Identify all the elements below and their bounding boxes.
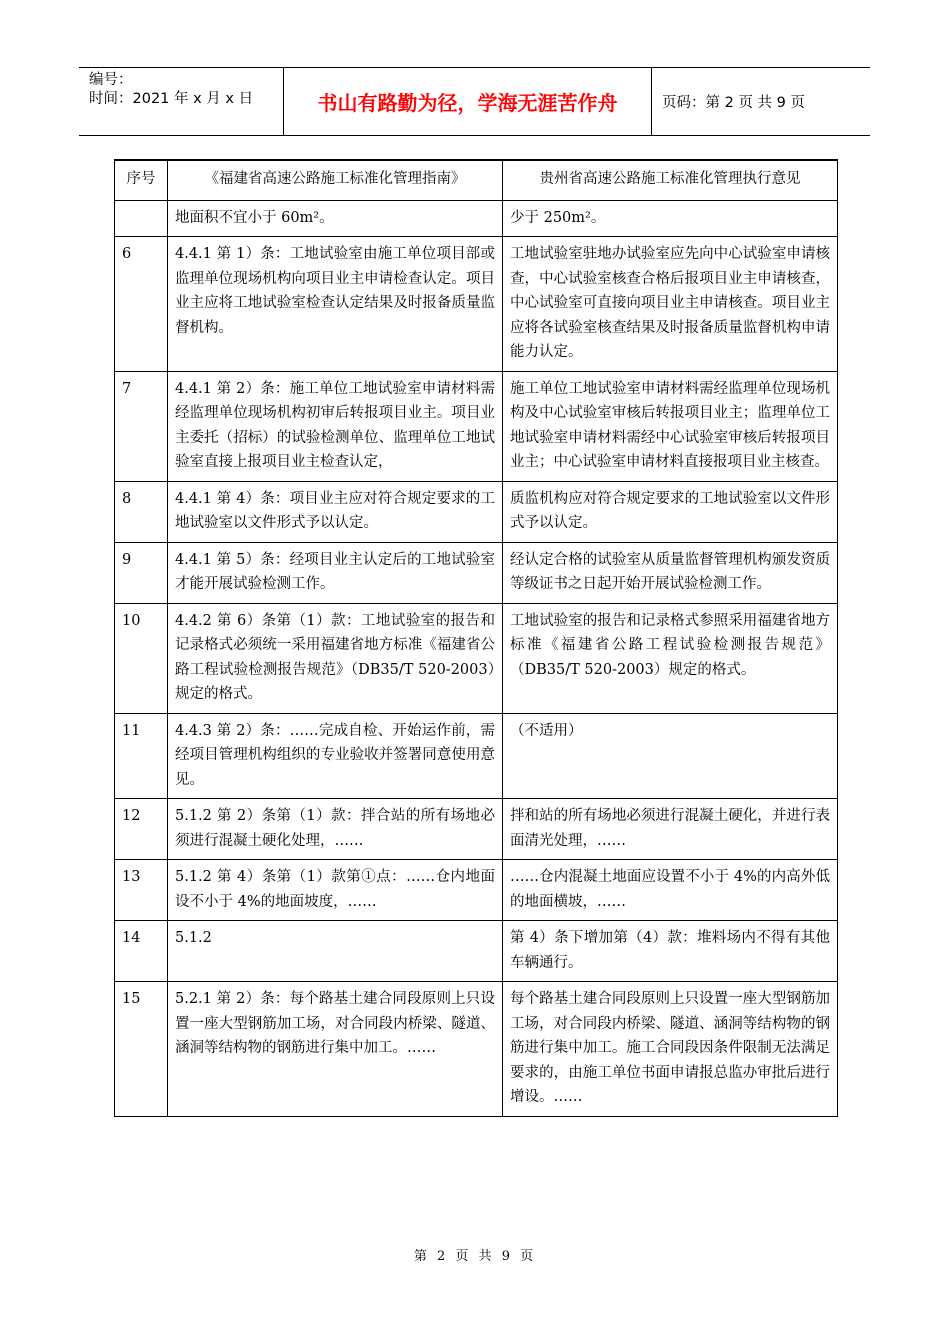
table-row bbox=[115, 603, 838, 713]
header-page-info: 页码：第 2 页 共 9 页 bbox=[662, 95, 805, 111]
row-number-cell: 12 bbox=[115, 799, 168, 860]
page-header bbox=[79, 67, 870, 136]
fujian-clause-cell: 4.4.2 第 6）条第（1）款：工地试验室的报告和记录格式必须统一采用福建省地方标准《福建省公路工程试验检测报告规范》（DB35/T 520-2003）规定的格式。 bbox=[168, 603, 503, 713]
comparison-table bbox=[114, 159, 838, 1117]
fujian-clause-cell: 4.4.1 第 2）条：施工单位工地试验室申请材料需经监理单位现场机构初审后转报项目业主。项目业主委托（招标）的试验检测单位、监理单位工地试验室直接上报项目业主检查认定， bbox=[168, 371, 503, 481]
guizhou-opinion-cell: ……仓内混凝土地面应设置不小于 4%的内高外低的地面横坡，…… bbox=[503, 860, 838, 921]
row-number-cell: 9 bbox=[115, 542, 168, 603]
header-motto: 书山有路勤为径，学海无涯苦作舟 bbox=[283, 68, 652, 135]
table-row bbox=[115, 860, 838, 921]
table-row bbox=[115, 799, 838, 860]
guizhou-opinion-cell: 每个路基土建合同段原则上只设置一座大型钢筋加工场，对合同段内桥梁、隧道、涵洞等结构物的钢筋进行集中加工。施工合同段因条件限制无法满足要求的，由施工单位书面申请报总监办审批后进行增设。…… bbox=[503, 982, 838, 1117]
table-row bbox=[115, 481, 838, 542]
guizhou-opinion-cell: 工地试验室驻地办试验室应先向中心试验室申请核查，中心试验室核查合格后报项目业主申请核查，中心试验室可直接向项目业主申请核查。项目业主应将各试验室核查结果及时报备质量监督机构申请能力认定。 bbox=[503, 237, 838, 372]
table-row bbox=[115, 237, 838, 372]
row-number-cell: 10 bbox=[115, 603, 168, 713]
column-header-fujian: 《福建省高速公路施工标准化管理指南》 bbox=[168, 160, 503, 200]
table-row bbox=[115, 542, 838, 603]
guizhou-opinion-cell: 质监机构应对符合规定要求的工地试验室以文件形式予以认定。 bbox=[503, 481, 838, 542]
row-number-cell: 15 bbox=[115, 982, 168, 1117]
table-row bbox=[115, 713, 838, 799]
row-number-cell: 13 bbox=[115, 860, 168, 921]
column-header-number: 序号 bbox=[115, 160, 168, 200]
guizhou-opinion-cell: （不适用） bbox=[503, 713, 838, 799]
table-row bbox=[115, 982, 838, 1117]
row-number-cell: 7 bbox=[115, 371, 168, 481]
header-meta bbox=[79, 68, 283, 135]
fujian-clause-cell: 5.1.2 bbox=[168, 921, 503, 982]
table-header-row bbox=[115, 160, 838, 200]
fujian-clause-cell: 4.4.1 第 4）条：项目业主应对符合规定要求的工地试验室以文件形式予以认定。 bbox=[168, 481, 503, 542]
fujian-clause-cell: 4.4.1 第 5）条：经项目业主认定后的工地试验室才能开展试验检测工作。 bbox=[168, 542, 503, 603]
fujian-clause-cell: 4.4.3 第 2）条：……完成自检、开始运作前，需经项目管理机构组织的专业验收并签署同意使用意见。 bbox=[168, 713, 503, 799]
page-footer: 第 2 页 共 9 页 bbox=[413, 1249, 537, 1264]
code-label: 编号： bbox=[89, 72, 133, 88]
guizhou-opinion-cell: 工地试验室的报告和记录格式参照采用福建省地方标准《福建省公路工程试验检测报告规范》（DB35/T 520-2003）规定的格式。 bbox=[503, 603, 838, 713]
guizhou-opinion-cell: 施工单位工地试验室申请材料需经监理单位现场机构及中心试验室审核后转报项目业主；监理单位工地试验室申请材料需经中心试验室审核后转报项目业主；中心试验室申请材料直接报项目业主核查。 bbox=[503, 371, 838, 481]
fujian-clause-cell: 5.2.1 第 2）条：每个路基土建合同段原则上只设置一座大型钢筋加工场，对合同段内桥梁、隧道、涵洞等结构物的钢筋进行集中加工。…… bbox=[168, 982, 503, 1117]
column-header-guizhou: 贵州省高速公路施工标准化管理执行意见 bbox=[503, 160, 838, 200]
guizhou-opinion-cell: 第 4）条下增加第（4）款：堆料场内不得有其他车辆通行。 bbox=[503, 921, 838, 982]
table-row bbox=[115, 921, 838, 982]
table-row bbox=[115, 200, 838, 237]
row-number-cell: 11 bbox=[115, 713, 168, 799]
row-number-cell bbox=[115, 200, 168, 237]
table-row bbox=[115, 371, 838, 481]
guizhou-opinion-cell: 少于 250m²。 bbox=[503, 200, 838, 237]
fujian-clause-cell: 地面积不宜小于 60m²。 bbox=[168, 200, 503, 237]
fujian-clause-cell: 4.4.1 第 1）条：工地试验室由施工单位项目部或监理单位现场机构向项目业主申请检查认定。项目业主应将工地试验室检查认定结果及时报备质量监督机构。 bbox=[168, 237, 503, 372]
fujian-clause-cell: 5.1.2 第 2）条第（1）款：拌合站的所有场地必须进行混凝土硬化处理，…… bbox=[168, 799, 503, 860]
fujian-clause-cell: 5.1.2 第 4）条第（1）款第①点：……仓内地面设不小于 4%的地面坡度，…… bbox=[168, 860, 503, 921]
guizhou-opinion-cell: 经认定合格的试验室从质量监督管理机构颁发资质等级证书之日起开始开展试验检测工作。 bbox=[503, 542, 838, 603]
row-number-cell: 8 bbox=[115, 481, 168, 542]
date-line: 时间：2021 年 x 月 x 日 bbox=[89, 91, 254, 107]
guizhou-opinion-cell: 拌和站的所有场地必须进行混凝土硬化，并进行表面清光处理，…… bbox=[503, 799, 838, 860]
row-number-cell: 14 bbox=[115, 921, 168, 982]
row-number-cell: 6 bbox=[115, 237, 168, 372]
